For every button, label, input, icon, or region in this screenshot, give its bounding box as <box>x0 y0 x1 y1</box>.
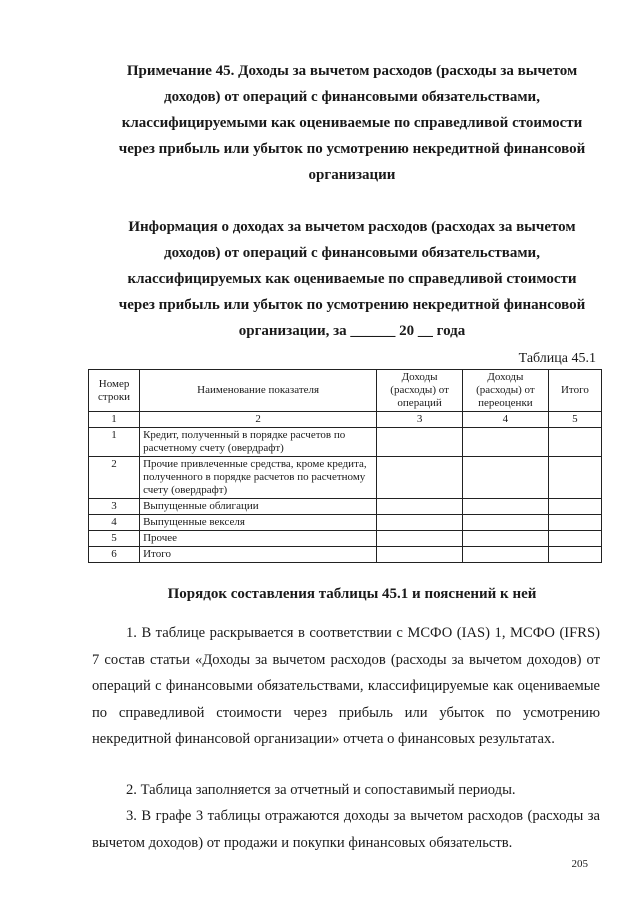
cell-operations <box>377 457 463 499</box>
row-name: Прочее <box>140 531 377 547</box>
cell-total <box>548 428 601 457</box>
row-name: Выпущенные облигации <box>140 499 377 515</box>
note-title-line: доходов) от операций с финансовыми обязательствами, <box>164 89 540 105</box>
table-row <box>89 428 602 457</box>
table-row <box>89 457 602 499</box>
page-number: 205 <box>571 858 588 870</box>
table-row <box>89 515 602 531</box>
paragraph-1: 1. В таблице раскрывается в соответствии с МСФО (IAS) 1, МСФО (IFRS) 7 состав статьи «Доходы за вычетом расходов (расходы за вычетом доходов) от операций с финансовыми обязательствами, классифицируемые как оцениваемые по справедливой стоимости через прибыль или убыток по усмотрению некредитной финансовой организации» отчета о финансовых результатах. <box>92 625 600 748</box>
table-info-title <box>92 214 612 344</box>
cell-revaluation <box>463 457 549 499</box>
header-cell: Наименование показателя <box>140 370 377 412</box>
cell-operations <box>377 499 463 515</box>
cell-total <box>548 547 601 563</box>
column-number: 3 <box>377 412 463 428</box>
cell-operations <box>377 515 463 531</box>
column-number: 5 <box>548 412 601 428</box>
table-row <box>89 531 602 547</box>
column-number: 2 <box>140 412 377 428</box>
note-title-line: через прибыль или убыток по усмотрению некредитной финансовой <box>118 141 586 157</box>
note-title-line: Примечание 45. Доходы за вычетом расходов (расходы за вычетом <box>126 63 578 79</box>
note-title-line: организации <box>308 167 396 183</box>
cell-total <box>548 531 601 547</box>
cell-revaluation <box>463 499 549 515</box>
cell-operations <box>377 547 463 563</box>
note-title-line: классифицируемыми как оцениваемые по справедливой стоимости <box>121 115 583 131</box>
procedure-heading: Порядок составления таблицы 45.1 и пояснений к ней <box>167 586 537 602</box>
row-number: 4 <box>89 515 140 531</box>
table-caption: Таблица 45.1 <box>518 351 596 366</box>
header-cell: Номер строки <box>89 370 140 412</box>
cell-total <box>548 515 601 531</box>
table-header-row <box>89 370 602 412</box>
header-cell: Доходы (расходы) от переоценки <box>463 370 549 412</box>
cell-operations <box>377 428 463 457</box>
cell-revaluation <box>463 547 549 563</box>
info-title-line: доходов) от операций с финансовыми обязательствами, <box>164 245 540 261</box>
info-title-line: организации, за ______ 20 __ года <box>238 323 466 339</box>
cell-revaluation <box>463 428 549 457</box>
cell-revaluation <box>463 515 549 531</box>
row-name: Итого <box>140 547 377 563</box>
column-number: 4 <box>463 412 549 428</box>
paragraph-3: 3. В графе 3 таблицы отражаются доходы за вычетом расходов (расходы за вычетом доходов) от продажи и покупки финансовых обязательств. <box>92 808 600 851</box>
info-title-line: через прибыль или убыток по усмотрению некредитной финансовой <box>118 297 586 313</box>
note-title <box>92 58 612 188</box>
header-cell: Доходы (расходы) от операций <box>377 370 463 412</box>
info-title-line: Информация о доходах за вычетом расходов (расходах за вычетом <box>128 219 576 235</box>
row-number: 2 <box>89 457 140 499</box>
cell-total <box>548 499 601 515</box>
row-name: Прочие привлеченные средства, кроме кредита, полученного в порядке расчетов по расчетному счету (овердрафт) <box>140 457 377 499</box>
info-title-line: классифицируемых как оцениваемые по справедливой стоимости <box>127 271 577 287</box>
cell-total <box>548 457 601 499</box>
row-name: Выпущенные векселя <box>140 515 377 531</box>
row-name: Кредит, полученный в порядке расчетов по расчетному счету (овердрафт) <box>140 428 377 457</box>
header-cell: Итого <box>548 370 601 412</box>
table-row <box>89 499 602 515</box>
row-number: 3 <box>89 499 140 515</box>
data-table <box>88 369 602 563</box>
row-number: 1 <box>89 428 140 457</box>
column-number-row <box>89 412 602 428</box>
row-number: 6 <box>89 547 140 563</box>
table-row <box>89 547 602 563</box>
row-number: 5 <box>89 531 140 547</box>
cell-revaluation <box>463 531 549 547</box>
column-number: 1 <box>89 412 140 428</box>
cell-operations <box>377 531 463 547</box>
paragraph-2: 2. Таблица заполняется за отчетный и сопоставимый периоды. <box>126 782 516 798</box>
